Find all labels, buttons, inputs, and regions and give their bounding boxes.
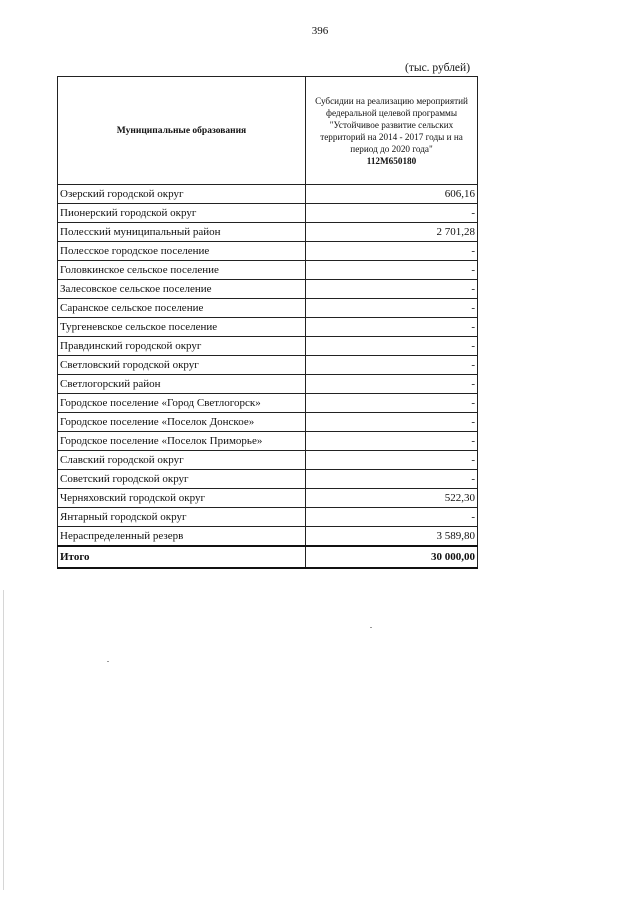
total-label: Итого [58,546,306,568]
table-row [58,375,478,394]
table-row [58,299,478,318]
header-municipalities: Муниципальные образования [58,77,306,185]
table-row [58,242,478,261]
table-row [58,489,478,508]
table-row [58,280,478,299]
header-subsidies [306,77,478,185]
municipality-name: Нераспределенный резерв [58,527,306,547]
municipality-name: Озерский городской округ [58,185,306,204]
subsidy-value: - [306,280,478,299]
municipality-name: Городское поселение «Поселок Донское» [58,413,306,432]
municipality-name: Городское поселение «Город Светлогорск» [58,394,306,413]
scan-speck [107,661,109,662]
subsidy-value: - [306,413,478,432]
table-row [58,451,478,470]
table-body [58,185,478,547]
subsidy-value: - [306,508,478,527]
total-row [58,546,478,568]
municipality-name: Светлогорский район [58,375,306,394]
municipality-name: Залесовское сельское поселение [58,280,306,299]
table-row [58,432,478,451]
municipality-name: Черняховский городской округ [58,489,306,508]
units-label: (тыс. рублей) [405,62,471,74]
municipality-name: Советский городской округ [58,470,306,489]
subsidy-value: - [306,318,478,337]
subsidy-value: - [306,451,478,470]
subsidy-value: - [306,299,478,318]
table-row [58,470,478,489]
municipality-name: Янтарный городской округ [58,508,306,527]
header-subsidies-text: Субсидии на реализацию мероприятий федеральной целевой программы "Устойчивое развитие сельских территорий на 2014 - 2017 годы и на период до 2020 года" [315,95,468,154]
table-row [58,337,478,356]
municipality-name: Светловский городской округ [58,356,306,375]
subsidy-value: - [306,261,478,280]
subsidy-value: 3 589,80 [306,527,478,547]
table-row [58,261,478,280]
municipality-name: Полесское городское поселение [58,242,306,261]
subsidy-value: - [306,470,478,489]
subsidy-value: 2 701,28 [306,223,478,242]
table-row [58,204,478,223]
table-row [58,508,478,527]
subsidy-value: - [306,204,478,223]
subsidy-value: - [306,432,478,451]
subsidy-value: - [306,356,478,375]
table-row [58,413,478,432]
table-row [58,356,478,375]
table-row [58,394,478,413]
municipality-name: Саранское сельское поселение [58,299,306,318]
table-row [58,318,478,337]
subsidy-value: 606,16 [306,185,478,204]
table-row [58,185,478,204]
municipality-name: Пионерский городской округ [58,204,306,223]
municipality-name: Правдинский городской округ [58,337,306,356]
subsidy-table [57,76,478,569]
table-row [58,223,478,242]
municipality-name: Полесский муниципальный район [58,223,306,242]
subsidy-value: 522,30 [306,489,478,508]
municipality-name: Тургеневское сельское поселение [58,318,306,337]
header-budget-code: 112М650180 [366,155,417,166]
table-header-row [58,77,478,185]
total-value: 30 000,00 [306,546,478,568]
subsidy-value: - [306,242,478,261]
table-row [58,527,478,547]
scan-margin-line [3,590,4,890]
scan-speck [370,627,372,628]
municipality-name: Славский городской округ [58,451,306,470]
municipality-name: Головкинское сельское поселение [58,261,306,280]
subsidy-value: - [306,337,478,356]
page-number: 396 [311,25,329,37]
municipality-name: Городское поселение «Поселок Приморье» [58,432,306,451]
subsidy-value: - [306,375,478,394]
subsidy-value: - [306,394,478,413]
